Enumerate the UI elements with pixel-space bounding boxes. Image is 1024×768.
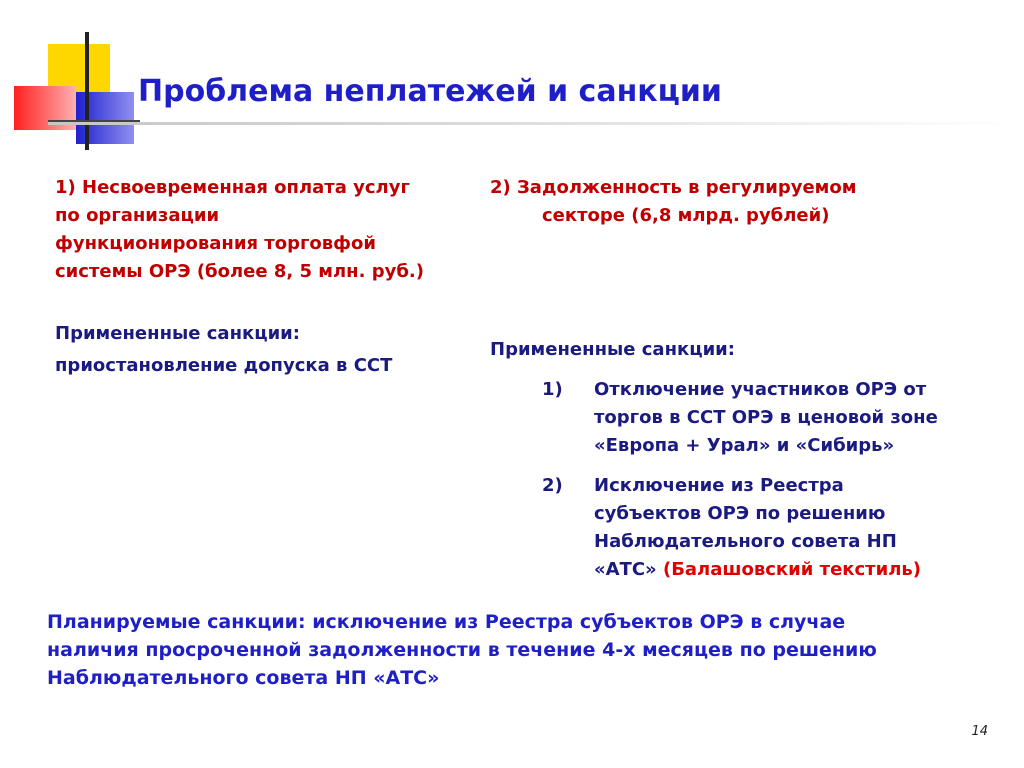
logo-vertical-bar bbox=[85, 32, 89, 150]
decorative-logo bbox=[0, 0, 140, 160]
sanction-item-text: Отключение участников ОРЭ от торгов в ССТ ОРЭ в ценовой зоне «Европа + Урал» и «Сибирь» bbox=[594, 379, 938, 456]
right-problem-line: 2) Задолженность в регулируемом bbox=[490, 177, 857, 198]
sanction-item-number: 2) bbox=[542, 475, 563, 496]
slide-title: Проблема неплатежей и санкции bbox=[138, 74, 722, 109]
sanction-item bbox=[490, 472, 1010, 584]
left-sanction-text: приостановление допуска в ССТ bbox=[55, 355, 393, 376]
right-column bbox=[490, 174, 1010, 584]
left-problem-line: по организации bbox=[55, 205, 220, 226]
left-sanctions-label: Примененные санкции: bbox=[55, 323, 300, 344]
left-column bbox=[55, 174, 485, 380]
planned-sanctions: Планируемые санкции: исключение из Реестра субъектов ОРЭ в случае наличия просроченной задолженности в течение 4-х месяцев по решению Наблюдательного совета НП «АТС» bbox=[47, 611, 877, 689]
sanction-item-text: Исключение из Реестра субъектов ОРЭ по решению Наблюдательного совета НП «АТС» (Балашовский текстиль) bbox=[594, 475, 922, 580]
page-number: 14 bbox=[971, 724, 988, 739]
right-problem-line: секторе (6,8 млрд. рублей) bbox=[542, 205, 830, 226]
sanction-item-number: 1) bbox=[542, 379, 563, 400]
highlight-company: (Балашовский текстиль) bbox=[662, 559, 922, 580]
sanction-item bbox=[490, 376, 1010, 460]
logo-blue-square bbox=[76, 92, 134, 144]
left-problem-line: 1) Несвоевременная оплата услуг bbox=[55, 177, 410, 198]
left-problem-line: системы ОРЭ (более 8, 5 млн. руб.) bbox=[55, 261, 424, 282]
right-sanctions-label: Примененные санкции: bbox=[490, 339, 735, 360]
title-underline bbox=[48, 122, 1024, 125]
left-problem-line: функционирования торговфой bbox=[55, 233, 376, 254]
